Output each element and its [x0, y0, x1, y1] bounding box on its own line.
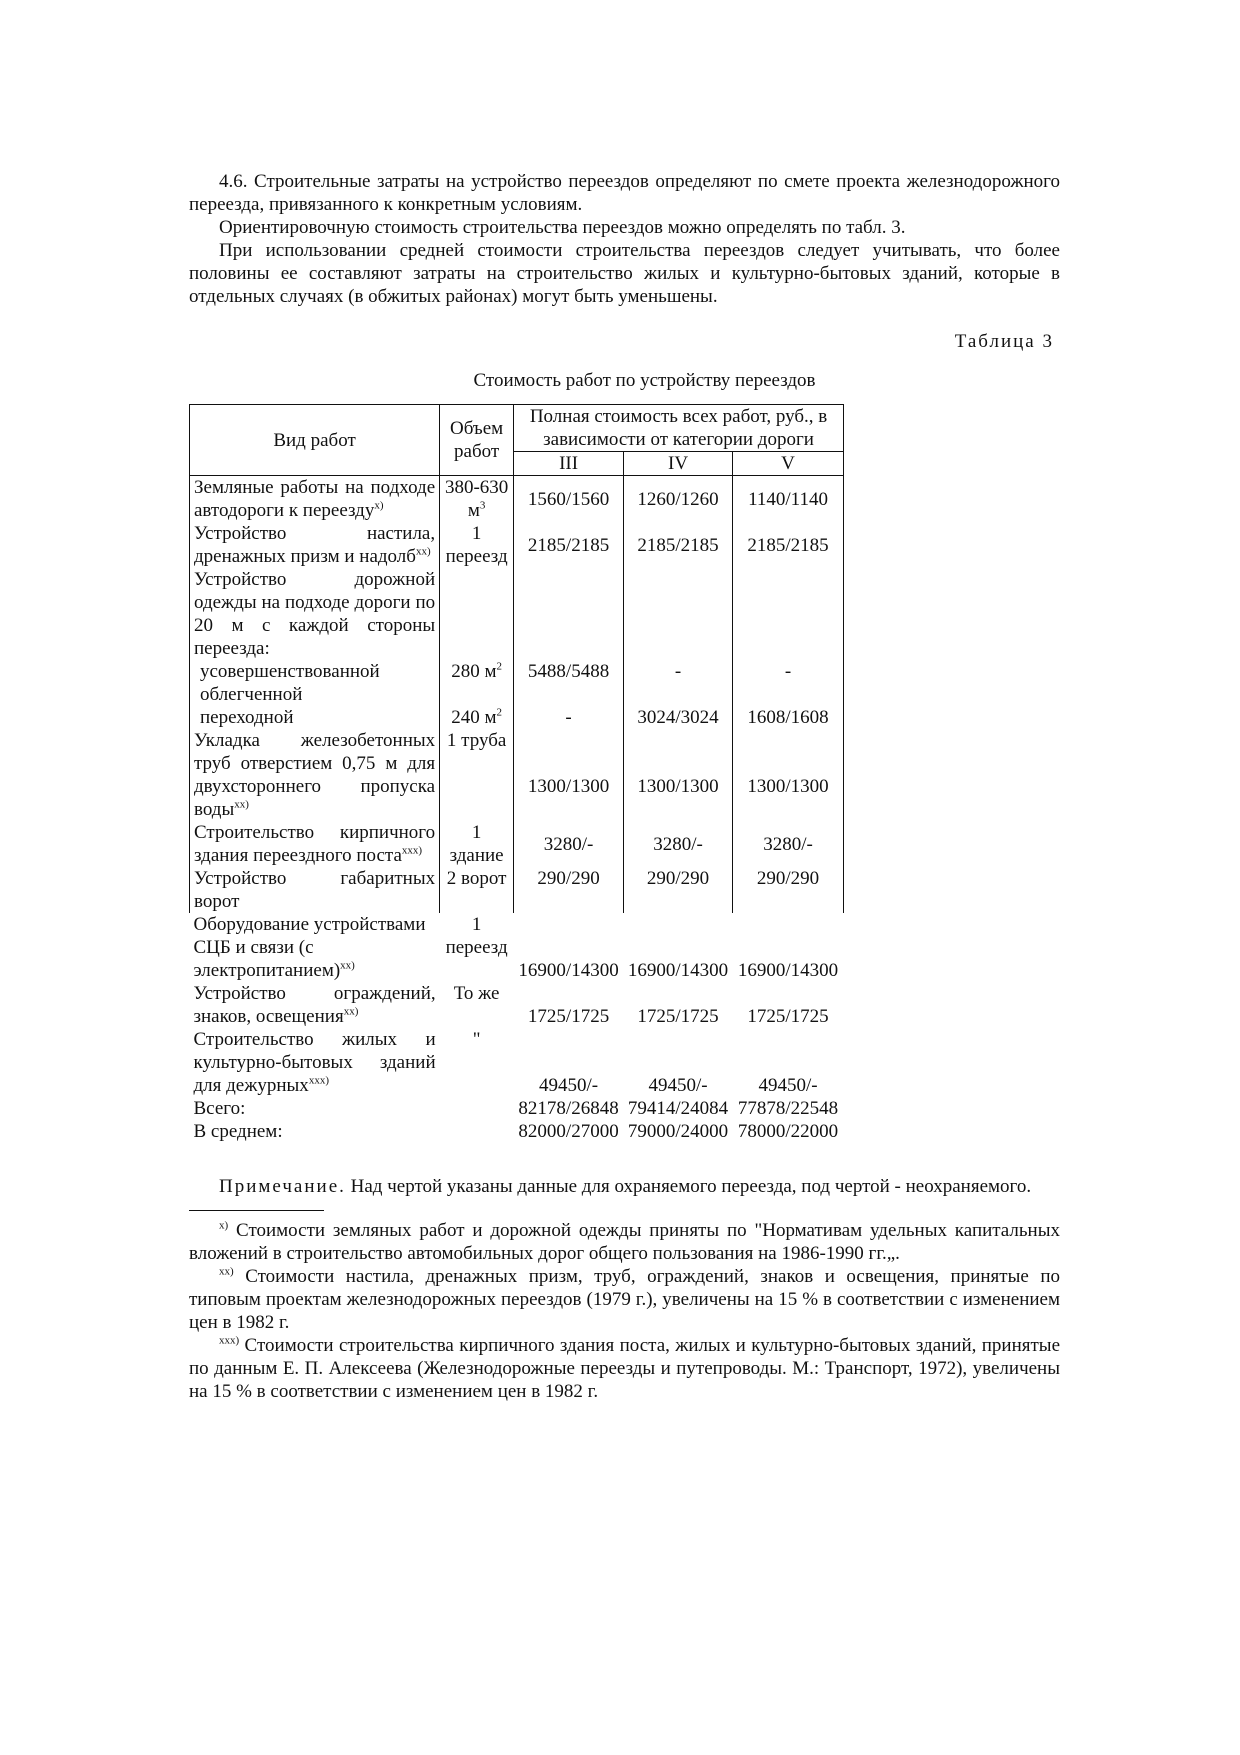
cost-iv: - [624, 660, 733, 706]
cost-v: 49450/- [758, 1075, 818, 1096]
paragraph-4-6: 4.6. Строительные затраты на устройство переездов определяют по смете проекта железнодорожного переезда, привязанного к конкретным условиям. [189, 171, 1060, 215]
cost-v: 2185/2185 [733, 522, 844, 568]
row-volume: 1 переезд [445, 914, 508, 958]
table-row [190, 476, 844, 523]
row-name: Устройство габаритных ворот [190, 867, 440, 913]
row-name: переходной [190, 706, 440, 729]
table-label: Таблица 3 [954, 331, 1054, 352]
cost-iii: 82000/27000 [518, 1121, 619, 1142]
cost-iii: 1560/1560 [514, 476, 624, 523]
row-volume: То же [453, 983, 500, 1004]
cost-iii: 5488/5488 [514, 660, 624, 706]
header-category-v: V [733, 452, 844, 476]
header-volume: Объем работ [440, 405, 514, 476]
row-volume: 1 переезд [440, 522, 514, 568]
row-name: В среднем: [193, 1121, 283, 1142]
cost-iii: 3280/- [514, 821, 624, 867]
row-volume: 1 здание [440, 821, 514, 867]
row-name: Земляные работы на подходе автодороги к переезду$^{х)}$ [190, 476, 440, 523]
table-note: Примечание. Над чертой указаны данные для охраняемого переезда, под чертой - неохраняемого. [219, 1176, 1032, 1197]
table-row [190, 660, 844, 706]
cost-iv: 16900/14300 [627, 960, 729, 981]
row-volume: 380-630 $м^3$ [440, 476, 514, 523]
header-category-iii: III [514, 452, 624, 476]
cost-iv: 2185/2185 [624, 522, 733, 568]
cost-v: 290/290 [733, 867, 844, 913]
cost-iii: 16900/14300 [518, 960, 619, 981]
footnotes [189, 1219, 1060, 1403]
header-category-iv: IV [624, 452, 733, 476]
header-work-type: Вид работ [190, 405, 440, 476]
table-row [190, 821, 844, 867]
table-row [190, 522, 844, 568]
cost-iv: 290/290 [624, 867, 733, 913]
cost-v: 78000/22000 [737, 1121, 839, 1142]
footnote: $^{хх)}$ Стоимости настила, дренажных призм, труб, ограждений, знаков и освещения, принятые по типовым проектам железнодорожных переездов (1979 г.), увеличены на 15 % в соответствии с изменением цен в 1982 г. [189, 1265, 1060, 1333]
cost-v: - [733, 660, 844, 706]
cost-v: 1300/1300 [733, 729, 844, 821]
cost-iv: 79414/24084 [627, 1098, 729, 1119]
cost-iv: 1725/1725 [637, 1006, 719, 1027]
table-row [190, 1028, 844, 1097]
footnote: $^{ххх)}$ Стоимости строительства кирпичного здания поста, жилых и культурно-бытовых зданий, принятые по данным Е. П. Алексеева (Железнодорожные переезды и путепроводы. М.: Транспорт, 1972), увеличены на 15 % в соответствии с изменением цен в 1982 г. [189, 1334, 1061, 1402]
cost-iv: 49450/- [648, 1075, 708, 1096]
row-volume: 2 ворот [440, 867, 514, 913]
table-row [190, 982, 844, 1028]
document-page [189, 170, 1060, 1403]
footnote: $^{х)}$ Стоимости земляных работ и дорожной одежды приняты по "Нормативам удельных капитальных вложений в строительство автомобильных дорог общего пользования на 1986-1990 гг.„. [189, 1219, 1060, 1264]
table-title: Стоимость работ по устройству переездов [473, 370, 816, 391]
cost-iv: 1300/1300 [624, 729, 733, 821]
row-name: Устройство ограждений, знаков, освещения$^{хх)}$ [193, 983, 436, 1027]
cost-v: 1725/1725 [747, 1006, 829, 1027]
cost-iv: 3280/- [624, 821, 733, 867]
table-row [190, 1097, 844, 1120]
table-header-row [190, 405, 844, 452]
cost-iii: 290/290 [514, 867, 624, 913]
cost-iii: - [514, 706, 624, 729]
cost-v: 1140/1140 [733, 476, 844, 523]
cost-v: 3280/- [733, 821, 844, 867]
row-volume: 280 $м^2$ [440, 660, 514, 706]
cost-v: 77878/22548 [737, 1098, 839, 1119]
table-row [190, 913, 844, 982]
cost-iii: 2185/2185 [514, 522, 624, 568]
row-name: Оборудование устройствами СЦБ и связи (с электропитанием)$^{хх)}$ [193, 914, 426, 981]
row-volume: 1 труба [440, 729, 514, 821]
cost-iv: 3024/3024 [624, 706, 733, 729]
row-name: Строительство жилых и культурно-бытовых зданий для дежурных$^{ххх)}$ [193, 1029, 436, 1096]
cost-iii: 1300/1300 [514, 729, 624, 821]
row-name: Устройство дорожной одежды на подходе дороги по 20 м с каждой стороны переезда: [190, 568, 440, 660]
cost-iv: 1260/1260 [624, 476, 733, 523]
table-row [190, 568, 844, 660]
row-name: Всего: [193, 1098, 246, 1119]
table-row [190, 867, 844, 913]
row-volume: 240 $м^2$ [440, 706, 514, 729]
table-row [190, 729, 844, 821]
cost-v: 1608/1608 [733, 706, 844, 729]
cost-iv: 79000/24000 [627, 1121, 729, 1142]
paragraph-average-cost: При использовании средней стоимости строительства переездов следует учитывать, что более половины ее составляют затраты на строительство жилых и культурно-бытовых зданий, которые в отдельных случаях (в обжитых районах) могут быть уменьшены. [189, 240, 1060, 307]
cost-iii: 82178/26848 [518, 1098, 619, 1119]
cost-iii: 1725/1725 [527, 1006, 610, 1027]
cost-table [189, 404, 844, 1143]
row-name: Строительство кирпичного здания переездного поста$^{ххх)}$ [190, 821, 440, 867]
row-name: Устройство настила, дренажных призм и надолб$^{хх)}$ [190, 522, 440, 568]
paragraph-estimate: Ориентировочную стоимость строительства переездов можно определять по табл. 3. [219, 217, 906, 238]
footnote-divider [189, 1210, 324, 1211]
cost-iii: 49450/- [539, 1075, 599, 1096]
table-row [190, 706, 844, 729]
cost-v: 16900/14300 [737, 960, 839, 981]
row-name: усовершенствованной облегченной [190, 660, 440, 706]
table-row [190, 1120, 844, 1143]
header-total-cost: Полная стоимость всех работ, руб., в зависимости от категории дороги [514, 405, 844, 452]
row-name: Укладка железобетонных труб отверстием 0,75 м для двухстороннего пропуска воды$^{хх)}$ [190, 729, 440, 821]
row-volume: " [472, 1029, 481, 1050]
